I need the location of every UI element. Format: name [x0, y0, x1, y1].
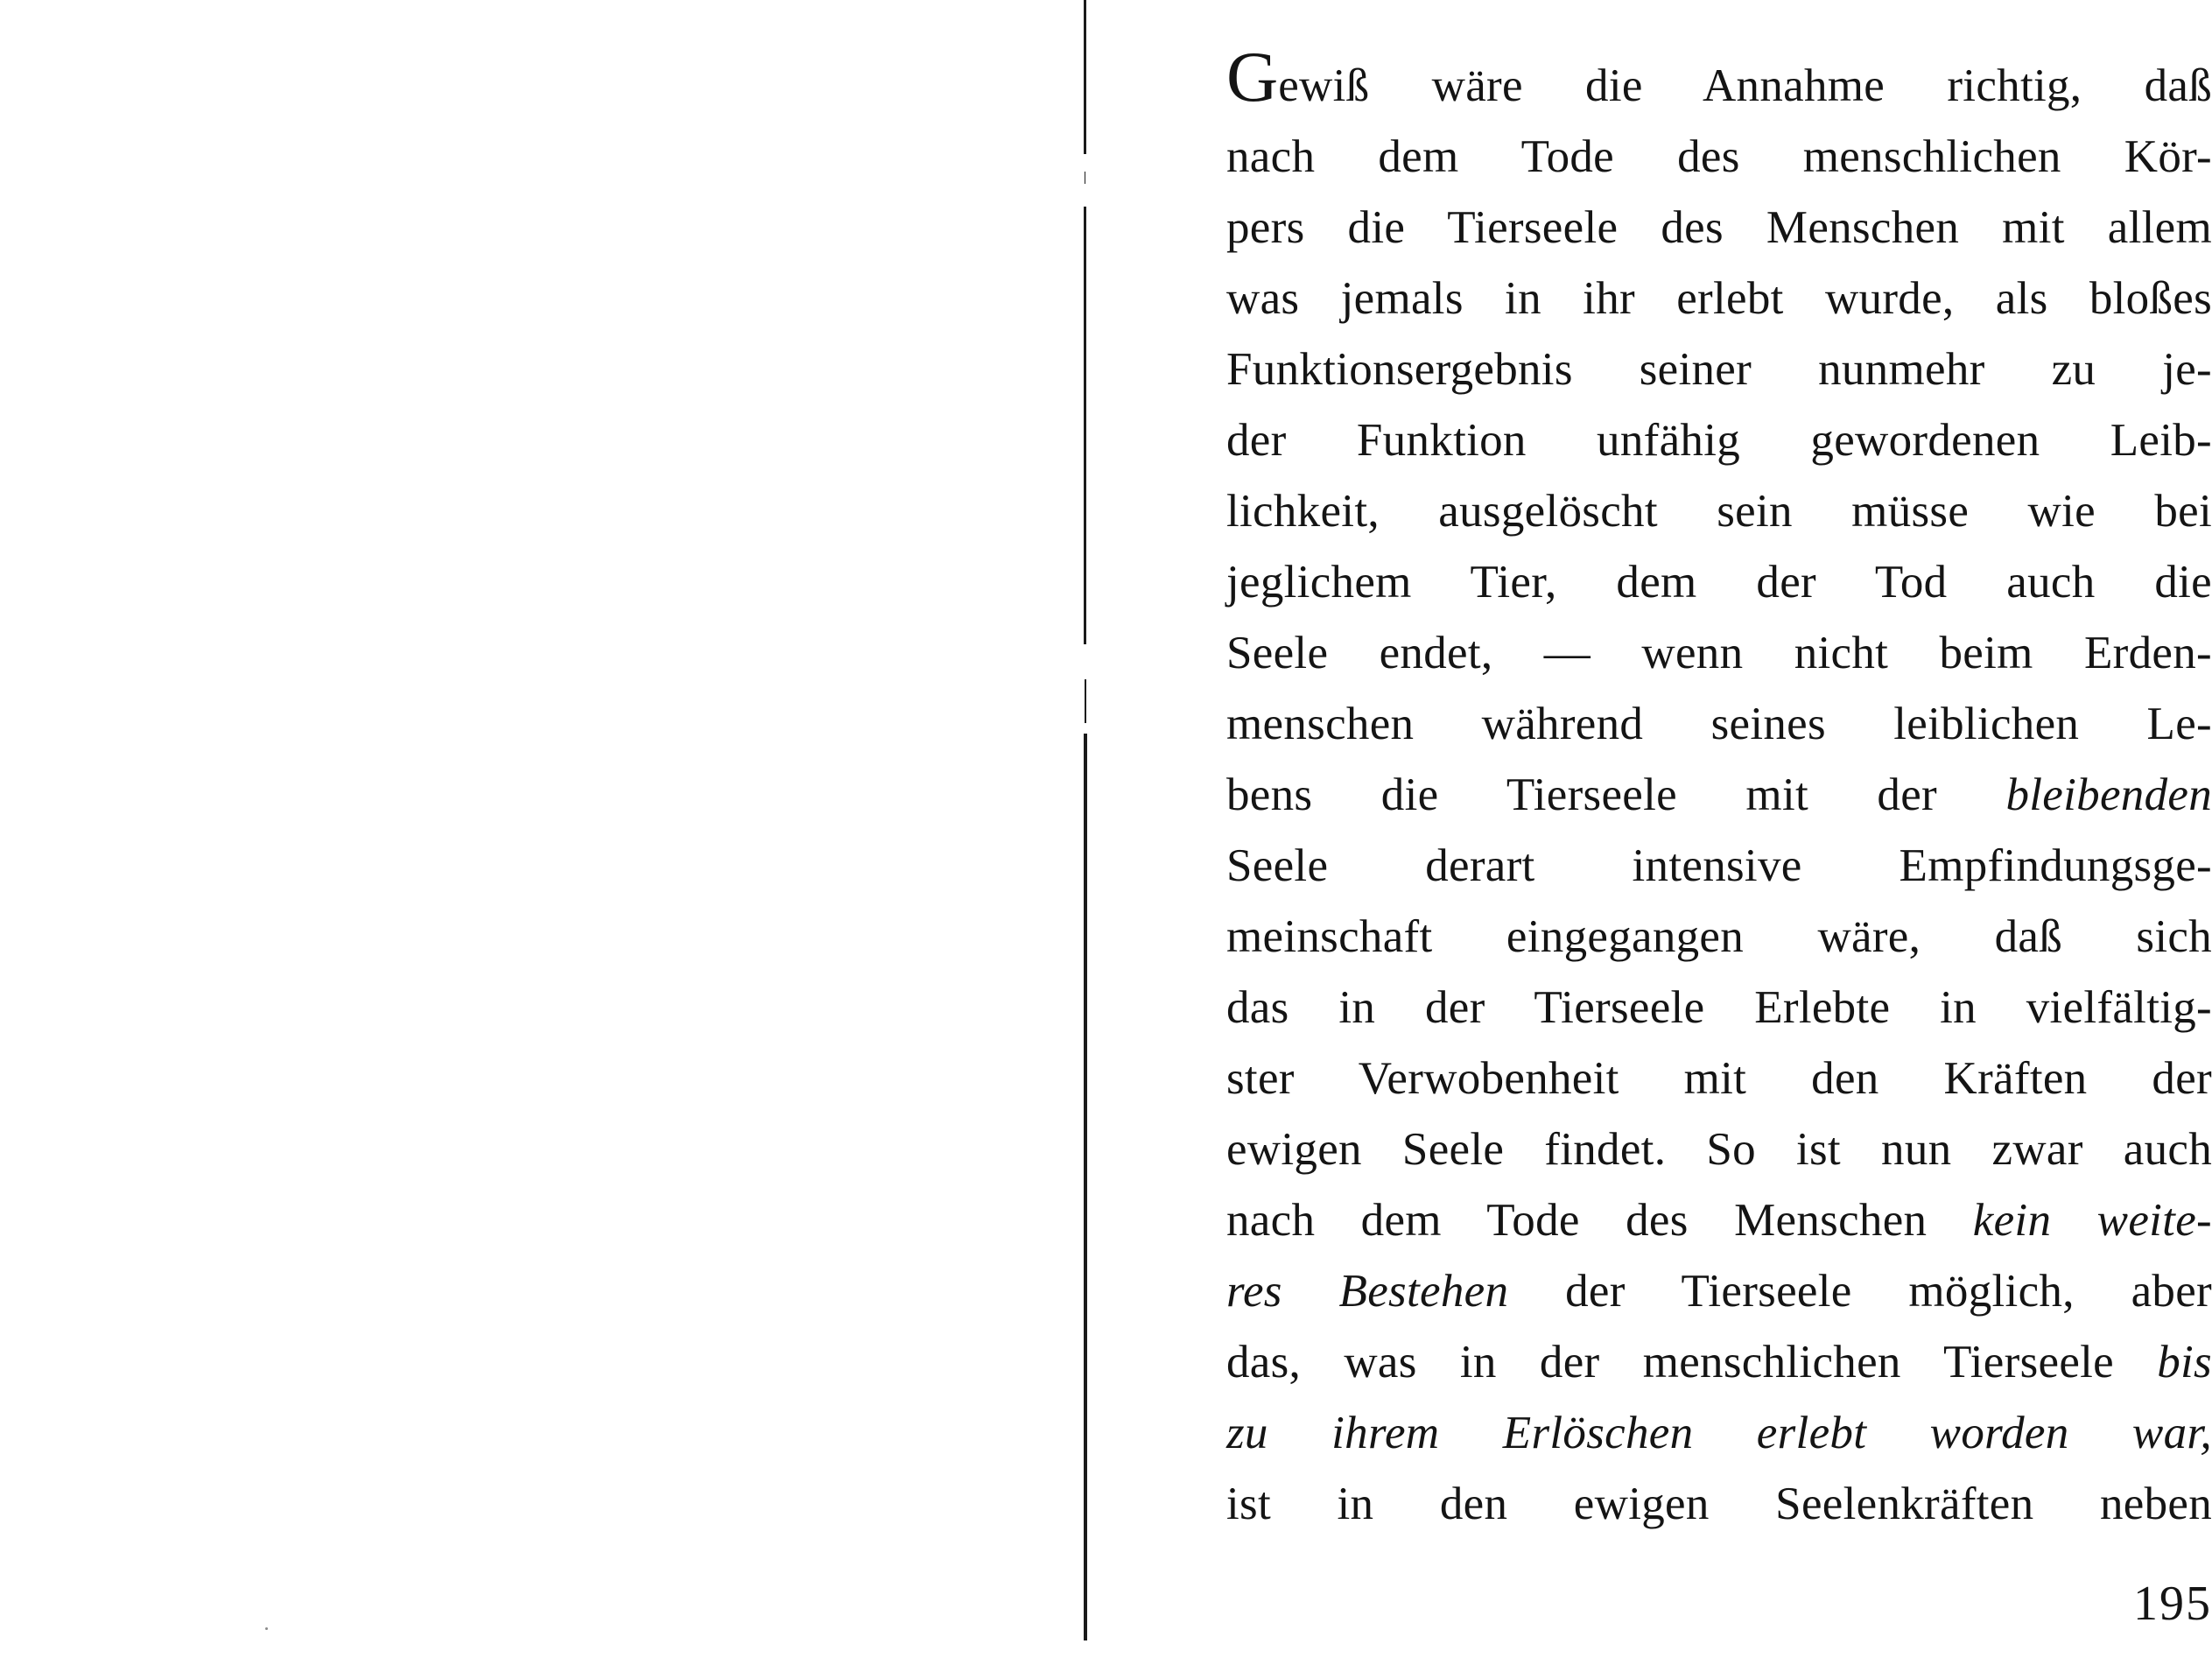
text-line-19: das, was in der menschlichen Tierseele bis: [1226, 1337, 2212, 1387]
text-line-15: ster Verwobenheit mit den Kräften der: [1226, 1053, 2212, 1104]
text-line-17: nach dem Tode des Menschen kein weite-: [1226, 1195, 2212, 1246]
italic-emphasis: kein weite-: [1972, 1195, 2212, 1246]
page-number: 195: [2133, 1577, 2212, 1631]
right-page: [1089, 0, 2212, 1672]
text-line-21: ist in den ewigen Seelenkräften neben: [1226, 1479, 2212, 1529]
drop-initial: G: [1226, 37, 1279, 116]
italic-emphasis: bleibenden: [2005, 769, 2212, 820]
text-line-10: menschen während seines leiblichen Le-: [1226, 699, 2212, 749]
dust-speck: [265, 1627, 268, 1630]
text-line-9: Seele endet, — wenn nicht beim Erden-: [1226, 628, 2212, 678]
text-line-3: pers die Tierseele des Menschen mit allem: [1226, 202, 2212, 253]
text-line-5: Funktionsergebnis seiner nunmehr zu je-: [1226, 344, 2212, 395]
book-gutter: [1082, 0, 1089, 1672]
italic-emphasis: bis: [2157, 1337, 2212, 1387]
body-text: [1226, 37, 2212, 1540]
text-line-14: das in der Tierseele Erlebte in vielfältig-: [1226, 982, 2212, 1033]
text-line-20: [1226, 1398, 2212, 1469]
text-line-11: bens die Tierseele mit der bleibenden: [1226, 769, 2212, 820]
text-line-6: der Funktion unfähig gewordenen Leib-: [1226, 415, 2212, 466]
left-page-blank: [0, 0, 1084, 1672]
text-line-4: was jemals in ihr erlebt wurde, als bloßes: [1226, 273, 2212, 324]
italic-emphasis: zu ihrem Erlöschen erlebt worden war,: [1226, 1408, 2212, 1458]
italic-emphasis: res Bestehen: [1226, 1266, 1509, 1317]
text-line-12: Seele derart intensive Empfindungsge-: [1226, 840, 2212, 891]
text-line-8: jeglichem Tier, dem der Tod auch die: [1226, 557, 2212, 608]
text-line-2: nach dem Tode des menschlichen Kör-: [1226, 131, 2212, 182]
text-line-16: ewigen Seele findet. So ist nun zwar auch: [1226, 1124, 2212, 1175]
text-line-7: lichkeit, ausgelöscht sein müsse wie bei: [1226, 486, 2212, 537]
text-line-1: Gewiß wäre die Annahme richtig, daß: [1226, 37, 2212, 116]
text-line-18: res Bestehen der Tierseele möglich, aber: [1226, 1266, 2212, 1317]
text-line-13: meinschaft eingegangen wäre, daß sich: [1226, 911, 2212, 962]
